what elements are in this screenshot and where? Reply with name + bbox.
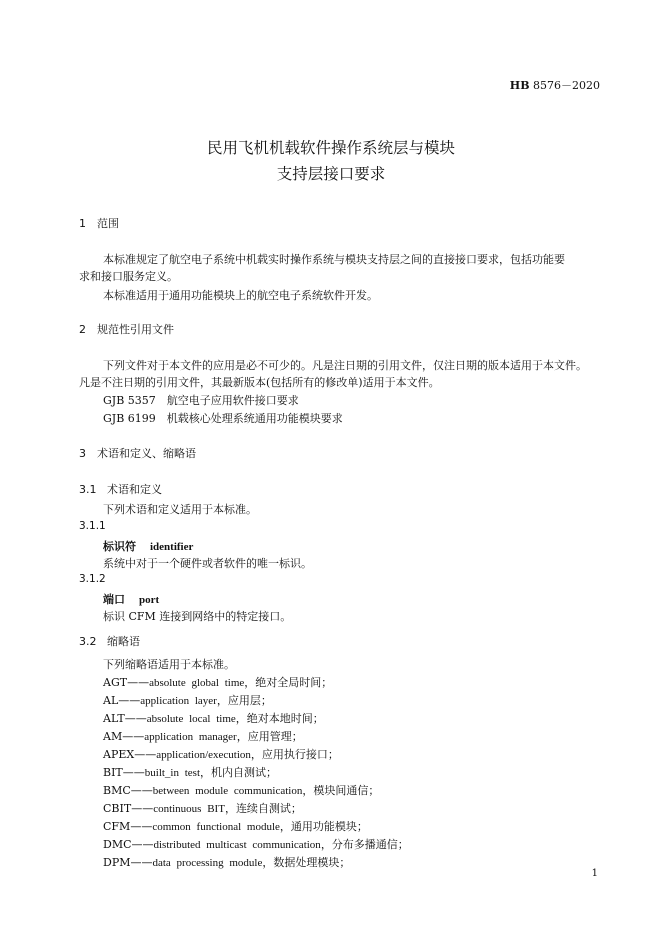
abbreviation-english: common functional module bbox=[152, 821, 280, 833]
abbreviation-chinese: 通用功能模块； bbox=[290, 820, 368, 833]
term-title: 端口 port bbox=[103, 593, 160, 606]
abbreviation-dash: —— bbox=[122, 730, 145, 743]
abbreviation-comma: ， bbox=[235, 712, 247, 725]
abbreviation-english: distributed multicast communication bbox=[153, 839, 321, 851]
abbreviation-dash: —— bbox=[130, 784, 153, 797]
abbreviation-code: DMC bbox=[103, 838, 132, 851]
abbreviation-english: data processing module bbox=[152, 857, 263, 869]
abbreviation-item bbox=[103, 836, 409, 852]
abbreviation-code: AM bbox=[103, 730, 123, 743]
abbreviation-item bbox=[103, 674, 332, 690]
abbreviation-dash: —— bbox=[131, 802, 154, 815]
reference-item: GJB 6199 机载核心处理系统通用功能模块要求 bbox=[103, 412, 343, 425]
abbreviation-comma: ， bbox=[200, 766, 212, 779]
section-3-2-heading: 3.2 缩略语 bbox=[79, 635, 140, 648]
abbreviation-code: AGT bbox=[103, 676, 128, 689]
abbreviation-code: CBIT bbox=[103, 802, 132, 815]
abbreviation-dash: —— bbox=[130, 856, 153, 869]
abbreviation-dash: —— bbox=[122, 766, 145, 779]
section-3-1-intro: 下列术语和定义适用于本标准。 bbox=[103, 503, 257, 516]
abbreviation-chinese: 绝对本地时间； bbox=[246, 712, 324, 725]
abbreviation-comma: ， bbox=[302, 784, 314, 797]
abbreviation-comma: ， bbox=[224, 802, 236, 815]
section-3-2-intro: 下列缩略语适用于本标准。 bbox=[103, 658, 235, 671]
abbreviation-item bbox=[103, 854, 350, 870]
document-title-line2: 支持层接口要求 bbox=[276, 165, 386, 183]
abbreviation-comma: ， bbox=[262, 856, 274, 869]
abbreviation-chinese: 绝对全局时间； bbox=[255, 676, 333, 689]
section-1-para2: 本标准适用于通用功能模块上的航空电子系统软件开发。 bbox=[103, 289, 378, 302]
abbreviation-item bbox=[103, 800, 302, 816]
abbreviation-chinese: 模块间通信； bbox=[313, 784, 380, 797]
abbreviation-item bbox=[103, 692, 272, 708]
abbreviation-dash: —— bbox=[130, 820, 153, 833]
abbreviation-chinese: 应用层； bbox=[227, 694, 272, 707]
abbreviation-item bbox=[103, 710, 324, 726]
reference-item: GJB 5357 航空电子应用软件接口要求 bbox=[103, 394, 299, 407]
term-definition: 系统中对于一个硬件或者软件的唯一标识。 bbox=[103, 557, 312, 570]
abbreviation-comma: ， bbox=[279, 820, 291, 833]
standard-number: HB 8576－2020 bbox=[509, 79, 600, 92]
abbreviation-code: ALT bbox=[103, 712, 125, 725]
abbreviation-chinese: 分布多播通信； bbox=[331, 838, 409, 851]
section-1-para1-line1: 本标准规定了航空电子系统中机载实时操作系统与模块支持层之间的直接接口要求，包括功能要 bbox=[103, 253, 565, 266]
abbreviation-code: DPM bbox=[103, 856, 131, 869]
section-1-para1-line2: 求和接口服务定义。 bbox=[79, 270, 178, 283]
abbreviation-dash: —— bbox=[127, 676, 150, 689]
abbreviation-item bbox=[103, 746, 339, 762]
section-3-1-heading: 3.1 术语和定义 bbox=[79, 483, 162, 496]
section-2-para-line2: 凡是不注日期的引用文件，其最新版本(包括所有的修改单)适用于本文件。 bbox=[79, 376, 440, 389]
abbreviation-item bbox=[103, 818, 368, 834]
section-1-heading: 1 范围 bbox=[79, 217, 119, 230]
abbreviation-code: BMC bbox=[103, 784, 131, 797]
term-number: 3.1.2 bbox=[79, 573, 106, 585]
abbreviation-dash: —— bbox=[134, 748, 157, 761]
abbreviation-chinese: 数据处理模块； bbox=[273, 856, 351, 869]
section-2-para-line1: 下列文件对于本文件的应用是必不可少的。凡是注日期的引用文件，仅注日期的版本适用于本文件。 bbox=[103, 359, 587, 372]
abbreviation-comma: ， bbox=[236, 730, 248, 743]
abbreviation-chinese: 应用执行接口； bbox=[261, 748, 339, 761]
abbreviation-chinese: 应用管理； bbox=[247, 730, 303, 743]
abbreviation-english: continuous BIT bbox=[153, 803, 225, 815]
abbreviation-item bbox=[103, 728, 303, 744]
abbreviation-dash: —— bbox=[118, 694, 141, 707]
abbreviation-code: APEX bbox=[103, 748, 135, 761]
abbreviation-english: absolute global time bbox=[149, 677, 245, 689]
abbreviation-chinese: 机内自测试； bbox=[211, 766, 278, 779]
abbreviation-english: between module communication bbox=[152, 785, 303, 797]
term-definition: 标识 CFM 连接到网络中的特定接口。 bbox=[103, 610, 292, 623]
abbreviation-dash: —— bbox=[124, 712, 147, 725]
abbreviation-dash: —— bbox=[131, 838, 154, 851]
abbreviation-item bbox=[103, 764, 277, 780]
abbreviation-comma: ， bbox=[244, 676, 256, 689]
section-2-heading: 2 规范性引用文件 bbox=[79, 323, 174, 336]
abbreviation-comma: ， bbox=[216, 694, 228, 707]
document-title-line1: 民用飞机机载软件操作系统层与模块 bbox=[206, 139, 455, 157]
abbreviation-chinese: 连续自测试； bbox=[235, 802, 302, 815]
abbreviation-item bbox=[103, 782, 379, 798]
abbreviation-comma: ， bbox=[320, 838, 332, 851]
page-number: 1 bbox=[591, 868, 598, 879]
abbreviation-english: application layer bbox=[140, 695, 217, 707]
abbreviation-english: application/execution bbox=[156, 749, 251, 761]
term-number: 3.1.1 bbox=[79, 520, 106, 532]
abbreviation-code: AL bbox=[103, 694, 119, 707]
abbreviation-code: CFM bbox=[103, 820, 131, 833]
term-title: 标识符 identifier bbox=[103, 540, 194, 553]
abbreviation-english: absolute local time bbox=[146, 713, 236, 725]
abbreviation-english: built_in test bbox=[144, 767, 201, 779]
abbreviation-comma: ， bbox=[250, 748, 262, 761]
section-3-heading: 3 术语和定义、缩略语 bbox=[79, 447, 196, 460]
abbreviation-code: BIT bbox=[103, 766, 123, 779]
abbreviation-english: application manager bbox=[144, 731, 237, 743]
